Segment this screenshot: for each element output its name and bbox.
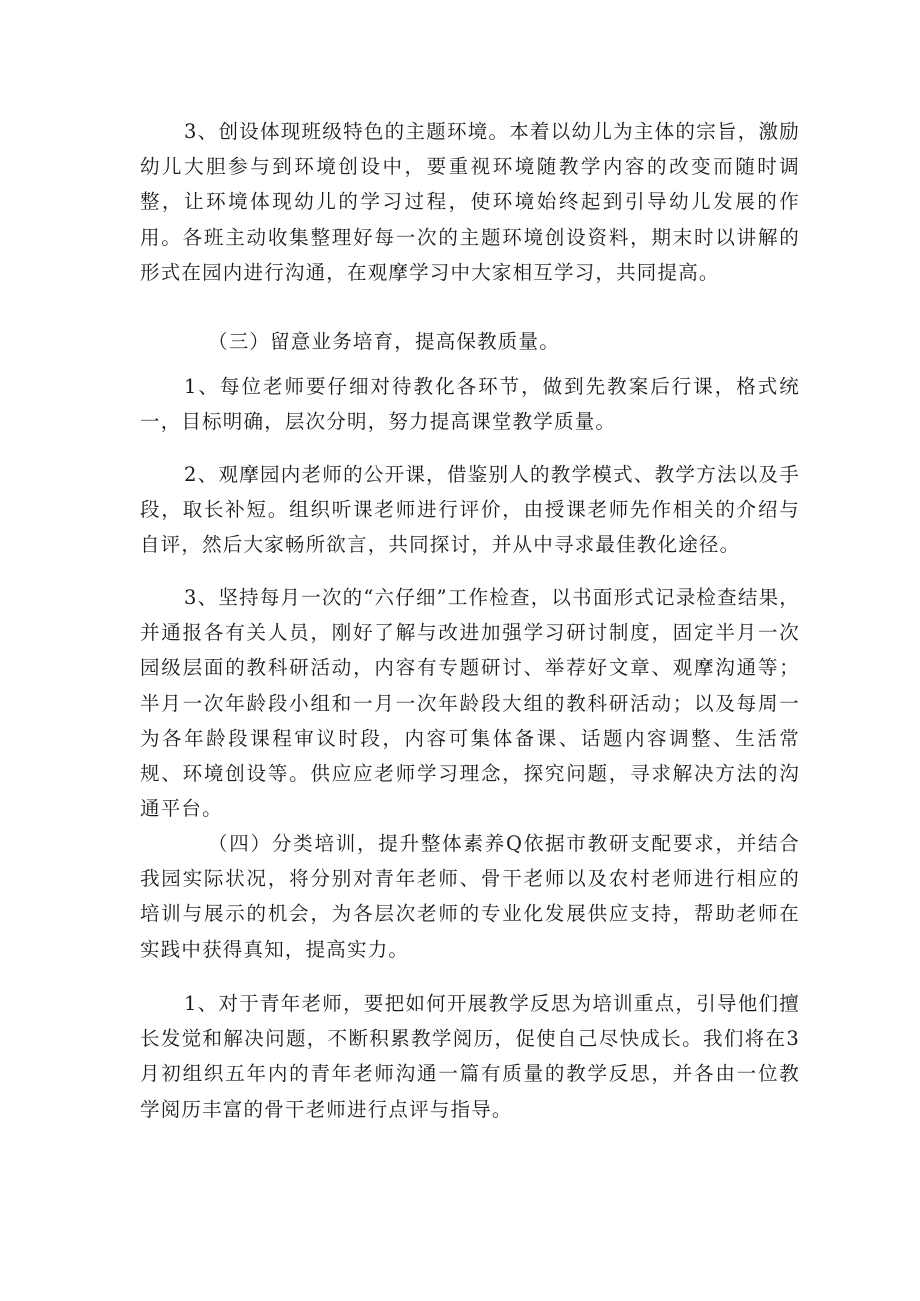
paragraph-teaching-steps: 1、每位老师要仔细对待教化各环节，做到先教案后行课，格式统一，目标明确，层次分明，努力提高课堂教学质量。 bbox=[140, 375, 800, 434]
section-heading-four: （四）分类培训，提升整体素养Q依据市教研支配要求，并结合我园实际状况，将分别对青年老师、骨干老师以及农村老师进行相应的培训与展示的机会，为各层次老师的专业化发展供应支持，帮助老师在实践中获得真知，提高实力。 bbox=[140, 832, 800, 961]
section-heading-three: （三）留意业务培育，提高保教质量。 bbox=[208, 330, 560, 353]
paragraph-young-teachers: 1、对于青年老师，要把如何开展教学反思为培训重点，引导他们擅长发觉和解决问题，不断积累教学阅历，促使自己尽快成长。我们将在3月初组织五年内的青年老师沟通一篇有质量的教学反思，并各由一位教学阅历丰富的骨干老师进行点评与指导。 bbox=[140, 992, 800, 1121]
paragraph-monthly-check: 3、坚持每月一次的“六仔细”工作检查，以书面形式记录检查结果，并通报各有关人员，刚好了解与改进加强学习研讨制度，固定半月一次园级层面的教科研活动，内容有专题研讨、举荐好文章、观摩沟通等；半月一次年龄段小组和一月一次年龄段大组的教科研活动；以及每周一为各年龄段课程审议时段，内容可集体备课、话题内容调整、生活常规、环境创设等。供应应老师学习理念，探究问题，寻求解决方法的沟通平台。 bbox=[140, 586, 800, 821]
paragraph-open-class: 2、观摩园内老师的公开课，借鉴别人的教学模式、教学方法以及手段，取长补短。组织听课老师进行评价，由授课老师先作相关的介绍与自评，然后大家畅所欲言，共同探讨，并从中寻求最佳教化途径。 bbox=[140, 463, 800, 557]
paragraph-theme-environment: 3、创设体现班级特色的主题环境。本着以幼儿为主体的宗旨，激励幼儿大胆参与到环境创设中，要重视环境随教学内容的改变而随时调整，让环境体现幼儿的学习过程，使环境始终起到引导幼儿发展的作用。各班主动收集整理好每一次的主题环境创设资料，期末时以讲解的形式在园内进行沟通，在观摩学习中大家相互学习，共同提高。 bbox=[140, 120, 800, 284]
